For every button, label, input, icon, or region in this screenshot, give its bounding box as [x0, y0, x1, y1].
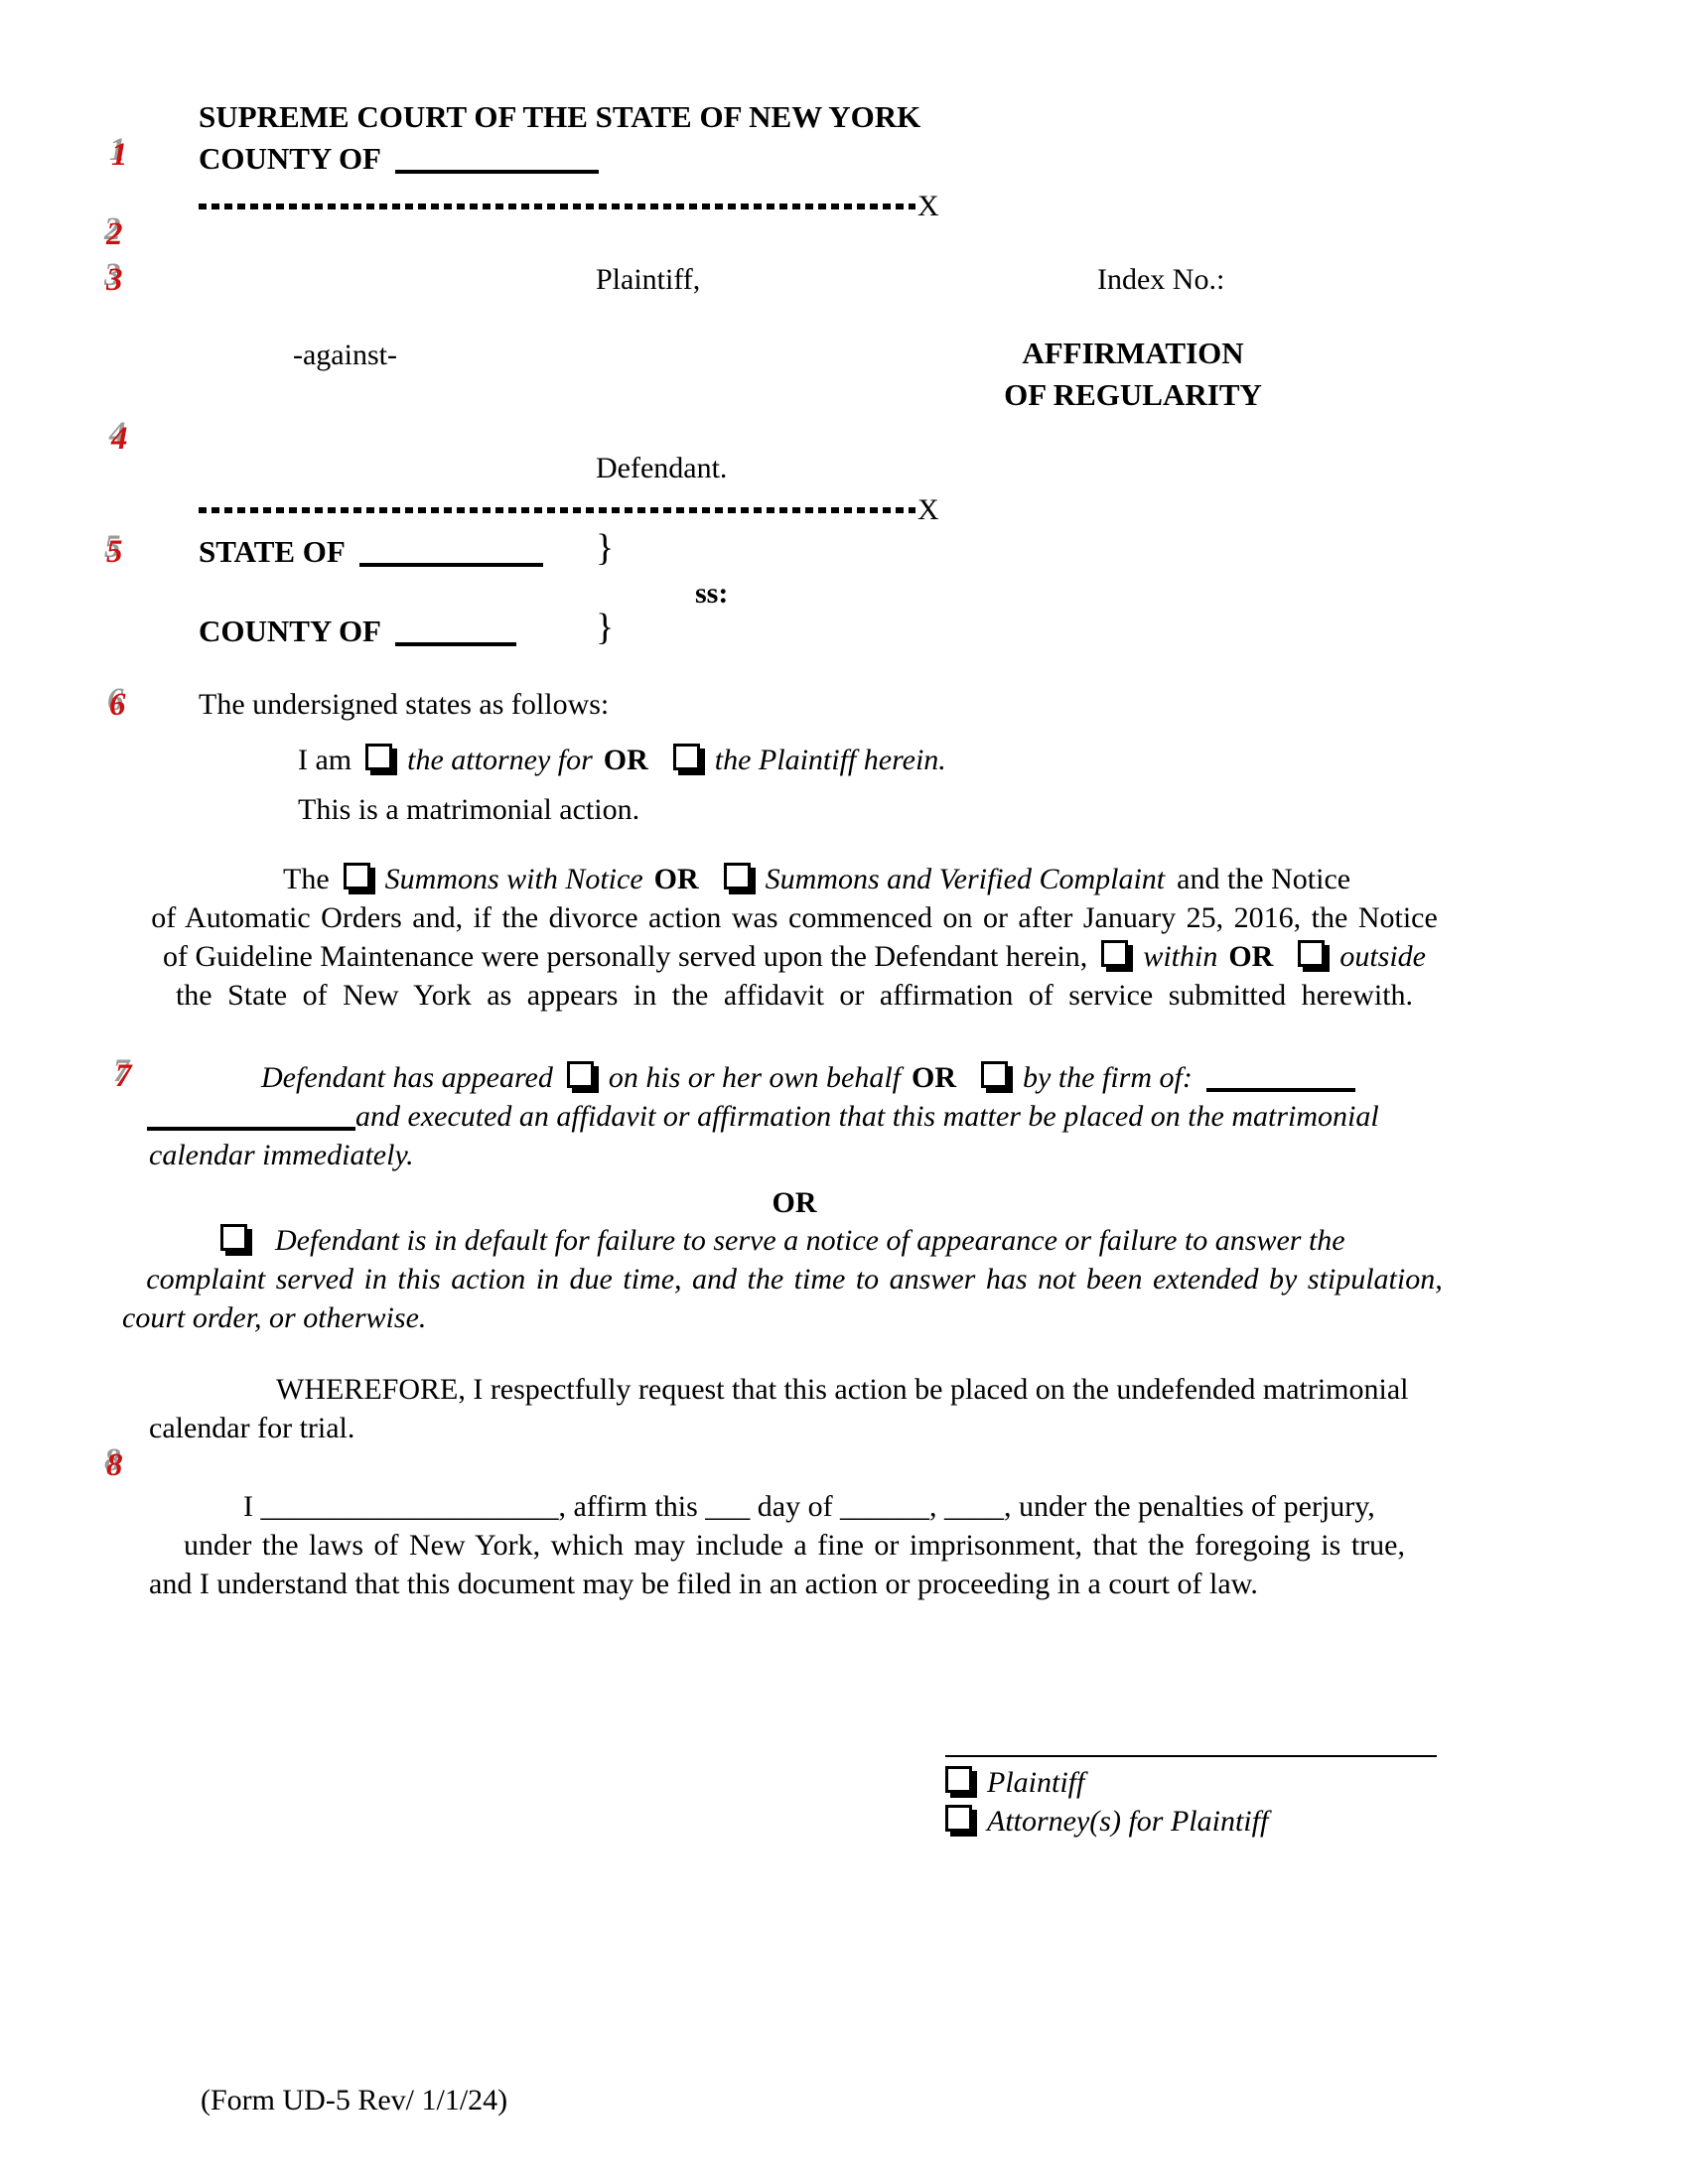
- own-behalf-checkbox-icon[interactable]: [567, 1061, 594, 1088]
- appeared-pre: Defendant has appeared: [261, 1061, 553, 1094]
- default-line3: [122, 1298, 426, 1338]
- venue-county-row: [199, 612, 516, 651]
- margin-number-2: 2: [106, 216, 123, 252]
- appeared-line3: [149, 1136, 414, 1175]
- dashed-rule: [199, 507, 915, 513]
- appeared-option-own-behalf: on his or her own behalf: [608, 1061, 902, 1094]
- appeared-l2-text: and executed an affidavit or affirmation that this matter be placed on the matrimonial: [355, 1100, 1379, 1133]
- signature-option-attorney: [945, 1802, 1268, 1842]
- appeared-l3-text: calendar immediately.: [149, 1139, 414, 1171]
- affirmation-line1: I ____________________, affirm this ___ day of ______, ____, under the penalties of perjury,: [243, 1490, 1375, 1523]
- court-title: SUPREME COURT OF THE STATE OF NEW YORK: [199, 99, 921, 134]
- firm-name-blank-field[interactable]: [1206, 1062, 1355, 1092]
- margin-number-7: 7: [115, 1058, 132, 1094]
- outside-checkbox-icon[interactable]: [1298, 940, 1325, 967]
- margin-number-3: 3: [106, 262, 123, 298]
- affirmation-line2: under the laws of New York, which may include a fine or imprisonment, that the foregoing is true,: [184, 1529, 1405, 1562]
- sig-plaintiff-checkbox-icon[interactable]: [945, 1766, 972, 1793]
- service-option-within: within: [1143, 940, 1218, 973]
- county-of-label: COUNTY OF: [199, 141, 381, 176]
- within-checkbox-icon[interactable]: [1101, 940, 1128, 967]
- appeared-option-firm: by the firm of:: [1023, 1061, 1193, 1094]
- firm-checkbox-icon[interactable]: [981, 1061, 1008, 1088]
- service-option-summons-notice: Summons with Notice: [384, 863, 643, 895]
- signature-line[interactable]: [945, 1755, 1437, 1757]
- default-line1: [220, 1221, 1345, 1261]
- summons-notice-checkbox-icon[interactable]: [344, 863, 370, 889]
- iam-option-plaintiff: the Plaintiff herein.: [714, 744, 946, 776]
- state-brace: }: [596, 527, 615, 569]
- undersigned-line: The undersigned states as follows:: [199, 688, 610, 721]
- default-l2-text: complaint served in this action in due time, and the time to answer has not been extended by stipulation,: [146, 1263, 1443, 1296]
- sig-attorney-checkbox-icon[interactable]: [945, 1805, 972, 1832]
- caption-x-mark: X: [917, 493, 939, 526]
- attorney-checkbox-icon[interactable]: [365, 744, 392, 770]
- venue-state-row: [199, 532, 543, 572]
- service-post: and the Notice: [1177, 863, 1351, 895]
- index-no-label: Index No.:: [1097, 263, 1225, 296]
- defendant-label: Defendant.: [596, 452, 728, 484]
- state-of-label: STATE OF: [199, 534, 346, 569]
- margin-number-8: 8: [106, 1447, 123, 1483]
- margin-number-5: 5: [106, 534, 123, 570]
- doc-title-line1: AFFIRMATION: [1022, 336, 1244, 370]
- sig-attorney-label: Attorney(s) for Plaintiff: [987, 1805, 1269, 1838]
- service-option-summons-complaint: Summons and Verified Complaint: [765, 863, 1166, 895]
- default-checkbox-icon[interactable]: [220, 1224, 247, 1251]
- plaintiff-label: Plaintiff,: [596, 263, 701, 296]
- signature-option-plaintiff: [945, 1763, 1084, 1803]
- service-line3: [104, 937, 1484, 977]
- summons-complaint-checkbox-icon[interactable]: [724, 863, 751, 889]
- sig-plaintiff-label: Plaintiff: [987, 1766, 1085, 1799]
- iam-pre: I am: [298, 744, 352, 776]
- margin-number-4: 4: [111, 421, 128, 457]
- default-l1-text: Defendant is in default for failure to serve a notice of appearance or failure to answer the: [275, 1224, 1345, 1257]
- matrimonial-line: This is a matrimonial action.: [298, 793, 640, 826]
- default-line2: [104, 1260, 1484, 1299]
- service-l3-pre: of Guideline Maintenance were personally served upon the Defendant herein,: [163, 940, 1088, 973]
- margin-number-1: 1: [111, 137, 128, 173]
- or-label: OR: [653, 863, 699, 895]
- ss-label: ss:: [695, 577, 729, 610]
- plaintiff-checkbox-icon[interactable]: [673, 744, 700, 770]
- service-option-outside: outside: [1339, 940, 1426, 973]
- appeared-line2: [147, 1097, 1379, 1137]
- affirmation-line3: and I understand that this document may be filed in an action or proceeding in a court of law.: [149, 1568, 1258, 1600]
- service-line1: [283, 860, 1350, 899]
- doc-title-line2: OF REGULARITY: [1004, 377, 1262, 412]
- or-label: OR: [603, 744, 648, 776]
- county-brace: }: [596, 607, 615, 648]
- caption-x-mark: X: [917, 190, 939, 222]
- firm-name-blank-field-2[interactable]: [147, 1101, 355, 1131]
- or-label: OR: [1228, 940, 1274, 973]
- wherefore-line1: WHEREFORE, I respectfully request that this action be placed on the undefended matrimonial: [276, 1373, 1409, 1406]
- caption-divider-bottom: [199, 490, 939, 530]
- state-blank-field[interactable]: [359, 537, 543, 567]
- dashed-rule: [199, 204, 915, 209]
- venue-county-label: COUNTY OF: [199, 614, 381, 648]
- iam-line: [298, 741, 946, 780]
- iam-option-attorney: the attorney for: [407, 744, 593, 776]
- service-line4: the State of New York as appears in the affidavit or affirmation of service submitted herewith.: [175, 979, 1414, 1012]
- form-id-footer: (Form UD-5 Rev/ 1/1/24): [201, 2084, 508, 2116]
- default-l3-text: court order, or otherwise.: [122, 1301, 427, 1334]
- county-line: [199, 139, 599, 179]
- service-pre: The: [283, 863, 330, 895]
- margin-number-6: 6: [109, 687, 126, 723]
- or-label: OR: [912, 1061, 957, 1094]
- appeared-line1: [261, 1058, 1355, 1098]
- service-line2: of Automatic Orders and, if the divorce action was commenced on or after January 25, 2016, the Notice: [151, 901, 1438, 934]
- or-divider: OR: [772, 1186, 817, 1219]
- venue-county-blank-field[interactable]: [395, 616, 516, 646]
- against-label: -against-: [293, 339, 397, 371]
- county-blank-field[interactable]: [395, 144, 599, 174]
- caption-divider-top: [199, 187, 939, 226]
- wherefore-line2: calendar for trial.: [149, 1412, 355, 1444]
